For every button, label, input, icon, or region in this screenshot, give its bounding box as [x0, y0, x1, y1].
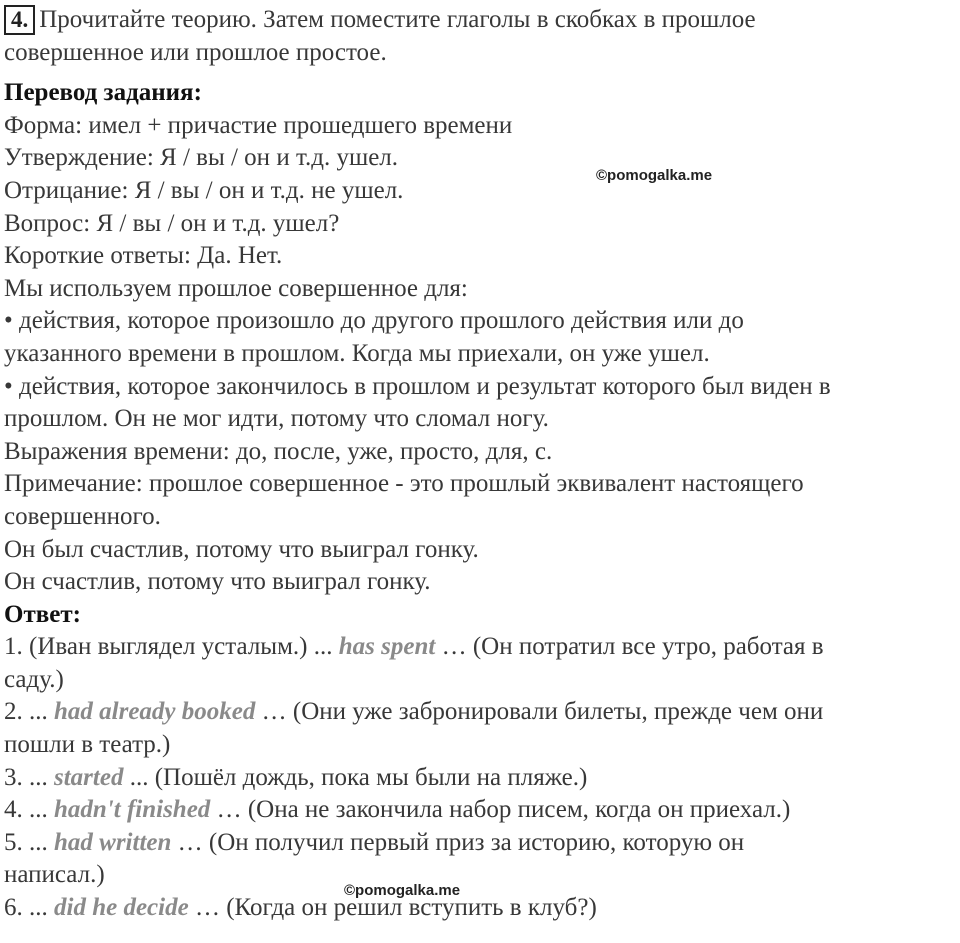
answer-suffix: … (Когда он решил вступить в клуб?) — [188, 894, 597, 922]
answer-prefix: 4. ... — [4, 796, 54, 824]
answer-item — [4, 794, 956, 827]
translation-line: Вопрос: Я / вы / он и т.д. ушел? — [4, 209, 340, 237]
answer-verb: did he decide — [54, 894, 189, 922]
answer-verb: had already booked — [54, 698, 256, 726]
answer-item-continued: пошли в театр.) — [4, 731, 171, 759]
answer-item-continued: написал.) — [4, 861, 105, 889]
task-number: 4. — [4, 5, 35, 35]
answer-suffix: … (Они уже забронировали билеты, прежде чем они — [255, 698, 824, 726]
translation-line: Он счастлив, потому что выиграл гонку. — [4, 568, 431, 596]
translation-line: совершенного. — [4, 502, 161, 530]
translation-line: Мы используем прошлое совершенное для: — [4, 274, 468, 302]
watermark: ©pomogalka.me — [344, 882, 461, 899]
answer-verb: hadn't finished — [54, 796, 211, 824]
answer-item — [4, 631, 956, 664]
translation-heading: Перевод задания: — [4, 79, 202, 107]
answer-item — [4, 762, 956, 795]
answer-verb: had written — [54, 828, 172, 856]
answer-item — [4, 827, 956, 860]
translation-line: Он был счастлив, потому что выиграл гонку. — [4, 535, 479, 563]
answer-prefix: 3. ... — [4, 763, 54, 791]
answer-prefix: 5. ... — [4, 828, 54, 856]
task-instruction-continued: совершенное или прошлое простое. — [4, 38, 387, 66]
answer-prefix: 6. ... — [4, 894, 54, 922]
answer-verb: has spent — [338, 633, 436, 661]
translation-line: Короткие ответы: Да. Нет. — [4, 242, 283, 270]
task-instruction-line — [4, 4, 956, 37]
answer-prefix: 2. ... — [4, 698, 54, 726]
translation-line: Отрицание: Я / вы / он и т.д. не ушел. — [4, 176, 404, 204]
translation-line: • действия, которое закончилось в прошлом и результат которого был виден в — [4, 372, 831, 400]
answer-item — [4, 892, 956, 925]
answer-suffix: ... (Пошёл дождь, пока мы были на пляже.) — [123, 763, 588, 791]
task-instruction-text: Прочитайте теорию. Затем поместите глаголы в скобках в прошлое — [39, 6, 756, 33]
document-page — [4, 4, 956, 925]
answer-suffix: … (Она не закончила набор писем, когда он приехал.) — [210, 796, 791, 824]
translation-line: указанного времени в прошлом. Когда мы приехали, он уже ушел. — [4, 339, 710, 367]
translation-line: Примечание: прошлое совершенное - это прошлый эквивалент настоящего — [4, 470, 804, 498]
answer-suffix: … (Он получил первый приз за историю, которую он — [171, 828, 745, 856]
translation-body — [4, 110, 956, 599]
translation-line: Выражения времени: до, после, уже, просто, для, с. — [4, 437, 553, 465]
watermark: ©pomogalka.me — [596, 167, 713, 184]
answer-verb: started — [54, 763, 124, 791]
answer-prefix: 1. (Иван выглядел усталым.) ... — [4, 633, 339, 661]
translation-line: • действия, которое произошло до другого прошлого действия или до — [4, 307, 744, 335]
translation-line: Утверждение: Я / вы / он и т.д. ушел. — [4, 144, 399, 172]
answer-item-continued: саду.) — [4, 665, 64, 693]
answer-suffix: … (Он потратил все утро, работая в — [435, 633, 824, 661]
translation-line: Форма: имел + причастие прошедшего времени — [4, 111, 513, 139]
answer-list — [4, 631, 956, 924]
translation-line: прошлом. Он не мог идти, потому что сломал ногу. — [4, 405, 549, 433]
answer-item — [4, 696, 956, 729]
answer-heading: Ответ: — [4, 600, 81, 628]
